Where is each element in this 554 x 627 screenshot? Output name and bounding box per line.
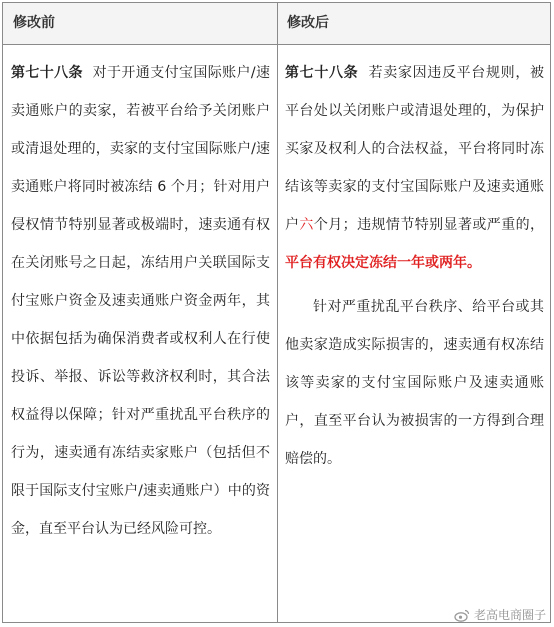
before-article-number: 第七十八条 xyxy=(11,65,83,81)
after-highlight-six: 六 xyxy=(299,217,314,233)
before-cell xyxy=(11,54,270,548)
header-before: 修改前 xyxy=(13,15,55,31)
column-divider xyxy=(277,3,278,622)
after-paragraph-2: 针对严重扰乱平台秩序、给平台或其他卖家造成实际损害的，速卖通有权冻结该等卖家的支付宝国际账户及速卖通账户，直至平台认为被损害的一方得到合理赔偿的。 xyxy=(285,299,544,467)
weibo-icon xyxy=(454,608,470,622)
after-text-a: 若卖家因违反平台规则，被平台处以关闭账户或清退处理的，为保护买家及权利人的合法权益，平台将同时冻结该等卖家的支付宝国际账户及速卖通账户 xyxy=(285,65,544,233)
before-body: 对于开通支付宝国际账户/速卖通账户的卖家，若被平台给予关闭账户或清退处理的，卖家的支付宝国际账户/速卖通账户将同时被冻结 6 个月；针对用户侵权情节特别显著或极端时，速卖通有权在关闭账号之日起，冻结用户关联国际支付宝账户资金及速卖通账户资金两年，其中依据包括为确保消费者或权利人在行使投诉、举报、诉讼等救济权利时，其合法权益得以保障；针对严重扰乱平台秩序的行为，速卖通有冻结卖家账户（包括但不限于国际支付宝账户/速卖通账户）中的资金，直至平台认为已经风险可控。 xyxy=(11,65,271,537)
after-highlight-penalty: 平台有权决定冻结一年或两年。 xyxy=(285,255,481,271)
after-text-b: 个月；违规情节特别显著或严重的， xyxy=(313,217,545,233)
comparison-table xyxy=(2,2,551,623)
after-article-number: 第七十八条 xyxy=(285,65,359,81)
header-after: 修改后 xyxy=(287,15,329,31)
after-paragraph-1 xyxy=(285,54,544,282)
watermark-text: 老高电商圈子 xyxy=(473,608,546,622)
before-paragraph xyxy=(11,54,270,548)
watermark xyxy=(454,606,546,623)
after-cell xyxy=(285,54,544,478)
